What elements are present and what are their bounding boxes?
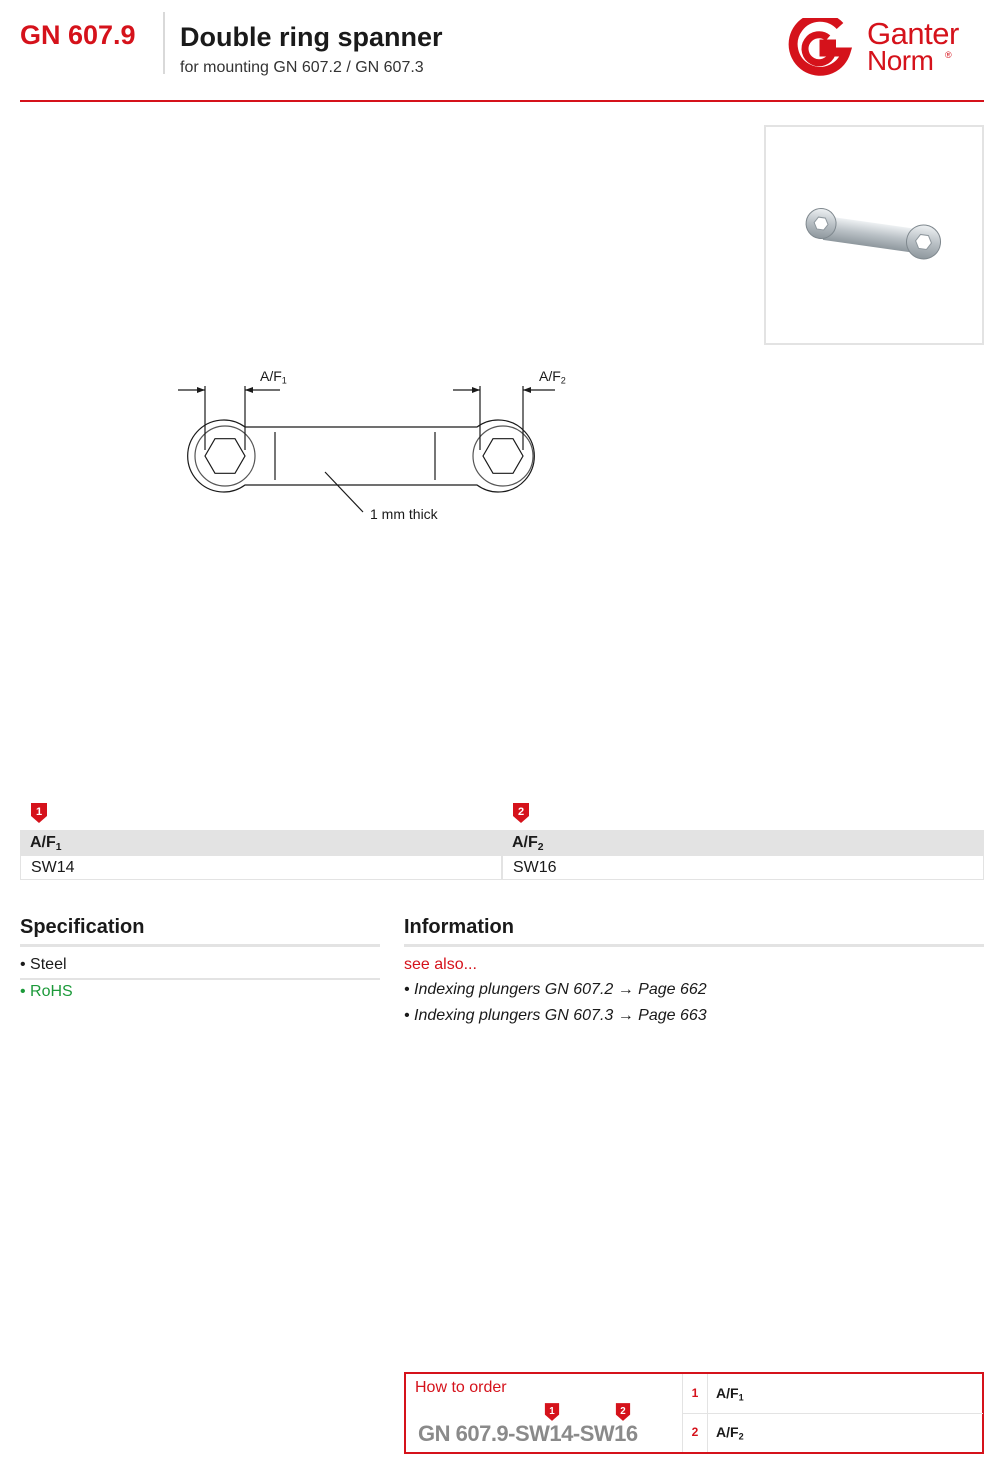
information-title: Information xyxy=(404,916,514,938)
specification-rule xyxy=(20,944,380,947)
dimension-label-af2: $A/F_2$ xyxy=(539,368,566,386)
thickness-label: 1 mm thick xyxy=(370,506,438,522)
logo-registered-mark: ® xyxy=(945,50,952,60)
table-header-af1: $A/F_1$ xyxy=(20,830,502,856)
order-marker-2-icon xyxy=(615,1402,631,1422)
spec-item-rohs: • RoHS xyxy=(20,983,73,1000)
how-to-order-box xyxy=(404,1372,984,1454)
table-header-af2: $A/F_2$ xyxy=(502,830,984,856)
table-column-af1 xyxy=(20,830,502,880)
ganter-logo-icon xyxy=(788,18,852,80)
spec-item-steel: • Steel xyxy=(20,956,67,973)
order-code-panel xyxy=(406,1374,682,1452)
product-code: GN 607.9 xyxy=(20,20,136,50)
order-legend-label-1: $A/F_1$ xyxy=(716,1385,744,1403)
dimension-label-af1: $A/F_1$ xyxy=(260,368,287,386)
page-title: Double ring spanner xyxy=(180,22,443,52)
table-cell-af1: SW14 xyxy=(20,856,502,880)
logo-text-norm: Norm xyxy=(867,45,934,76)
specification-title: Specification xyxy=(20,916,145,938)
order-code: GN 607.9-SW14-SW16 xyxy=(418,1421,638,1446)
header-divider xyxy=(163,12,165,74)
information-rule xyxy=(404,944,984,947)
info-link-gn607-3[interactable]: • Indexing plungers GN 607.3 → Page 663 xyxy=(404,1007,707,1024)
table-cell-af2: SW16 xyxy=(502,856,984,880)
svg-text:1: 1 xyxy=(549,1405,555,1417)
how-to-order-title: How to order xyxy=(415,1379,507,1396)
spanner-photo-image xyxy=(766,127,982,343)
info-link-gn607-2[interactable]: • Indexing plungers GN 607.2 → Page 662 xyxy=(404,981,707,998)
order-marker-1-icon xyxy=(544,1402,560,1422)
order-legend-num-1: 1 xyxy=(683,1374,708,1413)
order-legend-row-1 xyxy=(683,1374,983,1414)
table-column-af2 xyxy=(502,830,984,880)
see-also-label: see also... xyxy=(404,956,477,973)
svg-text:2: 2 xyxy=(620,1405,626,1417)
order-legend-panel xyxy=(682,1374,983,1452)
order-legend-num-2: 2 xyxy=(683,1413,708,1452)
logo-text-ganter: Ganter xyxy=(867,16,959,51)
product-photo xyxy=(764,125,984,345)
page-subtitle: for mounting GN 607.2 / GN 607.3 xyxy=(180,59,424,76)
spec-divider xyxy=(20,978,380,980)
svg-text:2: 2 xyxy=(517,806,525,818)
svg-text:1: 1 xyxy=(35,806,43,818)
order-legend-row-2 xyxy=(683,1413,983,1452)
column-marker-2-icon xyxy=(512,802,530,824)
order-legend-label-2: $A/F_2$ xyxy=(716,1424,744,1442)
column-marker-1-icon xyxy=(30,802,48,824)
header-rule xyxy=(20,100,984,102)
